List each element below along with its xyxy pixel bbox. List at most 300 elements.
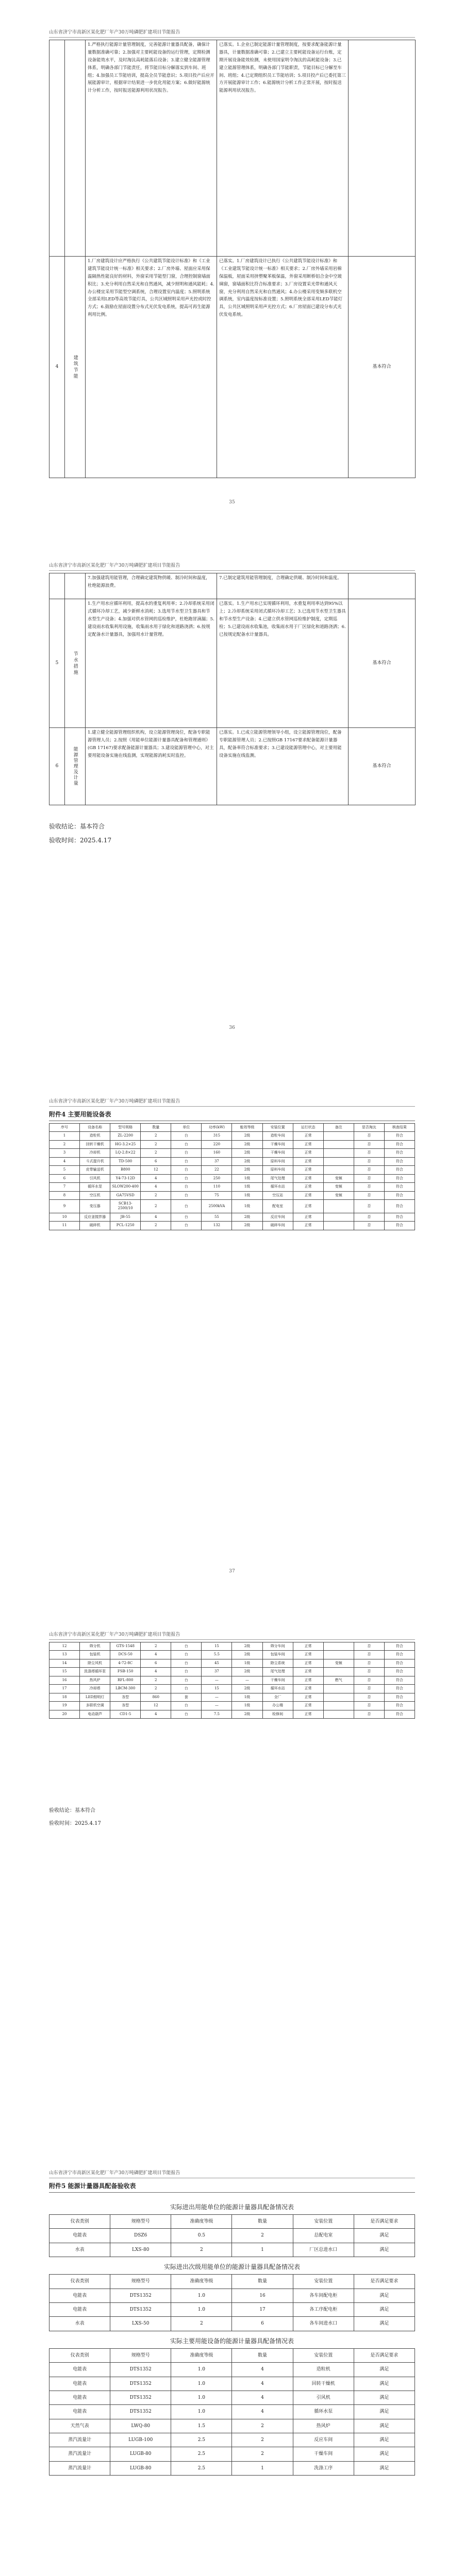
table-cell: 各车间进水口 xyxy=(293,2317,354,2331)
table-cell: 电能表 xyxy=(49,2229,110,2243)
table-row xyxy=(49,573,416,599)
table-cell: 除尘风机 xyxy=(80,1659,110,1667)
table-cell: 1级 xyxy=(232,1702,262,1710)
table-cell: 包装机 xyxy=(80,1651,110,1659)
table-row xyxy=(49,2461,415,2475)
table-cell: 各工序配电柜 xyxy=(293,2302,354,2316)
table-cell: 否 xyxy=(354,1149,384,1157)
row-result: 基本符合 xyxy=(349,599,416,728)
table-cell: 1.0 xyxy=(171,2363,232,2377)
table-cell: 各型 xyxy=(110,1693,141,1701)
table-cell: 2 xyxy=(141,1140,171,1148)
table-row xyxy=(49,1693,415,1701)
table-cell: 1级 xyxy=(232,1659,262,1667)
table-cell xyxy=(323,1149,354,1157)
table-cell: 12 xyxy=(49,1642,80,1651)
column-header: 是否满足要求 xyxy=(354,2348,415,2362)
table-cell: 正常 xyxy=(293,1149,323,1157)
table-cell: 满足 xyxy=(354,2391,415,2404)
table-cell: 2 xyxy=(232,2433,293,2447)
table-cell: 符合 xyxy=(384,1199,415,1213)
table-cell: 否 xyxy=(354,1183,384,1191)
table-cell: 2级 xyxy=(232,1213,262,1221)
table-cell: 否 xyxy=(354,1668,384,1676)
table-row xyxy=(49,2317,415,2331)
table-cell: 造粒车间 xyxy=(262,1132,293,1140)
table-cell: 2 xyxy=(171,2243,232,2257)
table-cell: — xyxy=(232,1676,262,1684)
table-row xyxy=(49,1659,415,1667)
table-cell: 满足 xyxy=(354,2405,415,2419)
table-row xyxy=(49,2377,415,2391)
table-cell: 符合 xyxy=(384,1213,415,1221)
table-cell: 否 xyxy=(354,1693,384,1701)
table-cell: 总配电室 xyxy=(293,2229,354,2243)
table-cell: — xyxy=(202,1702,232,1710)
table-cell: 台 xyxy=(171,1668,202,1676)
acceptance-result: 验收结论：基本符合 xyxy=(49,1808,95,1814)
table-cell: 水表 xyxy=(49,2317,110,2331)
table-cell: 2 xyxy=(232,2447,293,2461)
table-cell: 否 xyxy=(354,1157,384,1165)
table-cell: 反应车间 xyxy=(293,2433,354,2447)
table-cell: 满足 xyxy=(354,2363,415,2377)
column-header: 准确度等级 xyxy=(171,2348,232,2362)
row-area: 节水措施 xyxy=(65,599,86,728)
table-cell: 6 xyxy=(49,1174,80,1182)
table-cell: 回转干燥机 xyxy=(80,1140,110,1148)
meter-table-units xyxy=(49,2214,415,2257)
table-cell: 75 xyxy=(202,1191,232,1199)
table-row xyxy=(49,1166,415,1174)
table-cell: 860 xyxy=(141,1693,171,1701)
table-cell xyxy=(323,1157,354,1165)
table-cell xyxy=(323,1651,354,1659)
table-cell: 160 xyxy=(202,1149,232,1157)
table-cell: 2级 xyxy=(232,1132,262,1140)
table-cell: 台 xyxy=(171,1191,202,1199)
table-cell: 22 xyxy=(202,1166,232,1174)
table-cell xyxy=(323,1668,354,1676)
table-cell: 2.5 xyxy=(171,2433,232,2447)
table-cell: 水表 xyxy=(49,2243,110,2257)
table-cell: 正常 xyxy=(293,1659,323,1667)
table-cell: 符合 xyxy=(384,1659,415,1667)
table-cell: 台 xyxy=(171,1642,202,1651)
table-cell: 检修间 xyxy=(262,1710,293,1718)
table-cell xyxy=(323,1702,354,1710)
table-cell: 5.5 xyxy=(202,1651,232,1659)
table-cell: 干燥车间 xyxy=(262,1140,293,1148)
page-number: 36 xyxy=(229,1025,235,1030)
column-header: 数量 xyxy=(141,1124,171,1132)
table-cell: 台 xyxy=(171,1157,202,1165)
table-cell: 满足 xyxy=(354,2243,415,2257)
table-cell xyxy=(323,1222,354,1230)
table-cell: 2500kVA xyxy=(202,1199,232,1213)
table-cell: 12 xyxy=(141,1166,171,1174)
table-cell: 符合 xyxy=(384,1702,415,1710)
table-cell: 干燥车间 xyxy=(262,1676,293,1684)
column-header: 仪表类别 xyxy=(49,2215,110,2229)
page-header: 山东省济宁市高新区某化肥厂年产30万吨磷肥扩建项目节能报告 xyxy=(49,1631,415,1640)
table-cell: DTS1352 xyxy=(110,2289,171,2302)
table-cell: 蒸汽流量计 xyxy=(49,2447,110,2461)
table-cell: 否 xyxy=(354,1685,384,1693)
row-result xyxy=(349,40,416,257)
table-cell: 4 xyxy=(49,1157,80,1165)
table-row xyxy=(49,1702,415,1710)
table-cell: 否 xyxy=(354,1642,384,1651)
table-cell: 20 xyxy=(49,1710,80,1718)
table-cell: DTS1352 xyxy=(110,2377,171,2391)
table-cell: 循环水站 xyxy=(262,1685,293,1693)
table-cell: 台 xyxy=(171,1659,202,1667)
column-header: 安装位置 xyxy=(262,1124,293,1132)
table-cell: B800 xyxy=(110,1166,141,1174)
table-cell: 16 xyxy=(232,2289,293,2302)
table-cell: 4 xyxy=(141,1174,171,1182)
table-cell: 多联机空调 xyxy=(80,1702,110,1710)
table-row xyxy=(49,1685,415,1693)
table-cell: 斗式提升机 xyxy=(80,1157,110,1165)
table-cell xyxy=(323,1710,354,1718)
table-row xyxy=(49,1149,415,1157)
table-row xyxy=(49,1213,415,1221)
table-cell: 1 xyxy=(232,2461,293,2475)
table-cell: Y4-73-12D xyxy=(110,1174,141,1182)
table-cell: 正常 xyxy=(293,1710,323,1718)
table-cell: 台 xyxy=(171,1199,202,1213)
column-header: 仪表类别 xyxy=(49,2348,110,2362)
table-cell: 变频 xyxy=(323,1659,354,1667)
table-cell xyxy=(323,1693,354,1701)
equipment-table xyxy=(49,1123,415,1230)
table-cell: 2 xyxy=(141,1676,171,1684)
table-cell: 电能表 xyxy=(49,2391,110,2404)
table-cell: 台 xyxy=(171,1702,202,1710)
table-cell: 变频 xyxy=(323,1174,354,1182)
table-cell: 2级 xyxy=(232,1157,262,1165)
table-row xyxy=(49,2419,415,2433)
table-cell: 4 xyxy=(141,1668,171,1676)
table-cell: 否 xyxy=(354,1174,384,1182)
table-cell: 1.0 xyxy=(171,2289,232,2302)
table-row xyxy=(49,1222,415,1230)
table-cell: 造粒机 xyxy=(293,2363,354,2377)
column-header: 是否满足要求 xyxy=(354,2215,415,2229)
measures-table xyxy=(49,573,416,805)
table-cell: 电能表 xyxy=(49,2363,110,2377)
table-cell: 台 xyxy=(171,1710,202,1718)
table-cell: DTS1352 xyxy=(110,2302,171,2316)
table-cell: LED照明灯 xyxy=(80,1693,110,1701)
table-cell: 破碎机 xyxy=(80,1222,110,1230)
table-cell: 原料车间 xyxy=(262,1157,293,1165)
table-cell: 引风机 xyxy=(293,2391,354,2404)
meter-table-equipment xyxy=(49,2348,415,2476)
implementation-status: 已落实。1.生产用水已实现循环利用，水重复利用率达到95%以上；2.冷却系统采用闭式循环冷却工艺；3.已选用节水型卫生器具和节水型生产设备；4.已建立供水管网巡检维护制度，定期巡检；5.已建设雨水收集池，收集雨水用于厂区绿化和道路浇洒；6.已按规定配备水计量器具。 xyxy=(217,599,349,728)
table-cell: 满足 xyxy=(354,2419,415,2433)
implementation-status: 已落实。1.厂房建筑设计已执行《公共建筑节能设计标准》和《工业建筑节能设计统一标准》相关要求；2.厂房外墙采用岩棉保温板，屋面采用挤塑聚苯板保温，外窗采用断桥铝合金中空玻璃窗，窗墙面积比符合标准要求；3.厂房设置采光带和通风天窗，充分利用自然采光和自然通风；4.办公楼采用变频多联机空调系统，室内温度按标准设置；5.照明系统全部采用LED节能灯具，公共区域照明采用声光控方式；6.厂房屋面已建设分布式光伏发电系统。 xyxy=(217,257,349,478)
table-cell: 45 xyxy=(202,1659,232,1667)
table-cell: 蒸汽流量计 xyxy=(49,2433,110,2447)
table-cell: 1级 xyxy=(232,1199,262,1213)
table-cell: 6 xyxy=(232,2317,293,2331)
column-header: 设备名称 xyxy=(80,1124,110,1132)
table-cell: 燃气 xyxy=(323,1676,354,1684)
page-header: 山东省济宁市高新区某化肥厂年产30万吨磷肥扩建项目节能报告 xyxy=(49,1097,415,1107)
page-number: 37 xyxy=(229,1569,235,1574)
table-cell: 2 xyxy=(141,1222,171,1230)
row-result: 基本符合 xyxy=(349,728,416,805)
table-cell: 3 xyxy=(49,1149,80,1157)
column-header: 规格型号 xyxy=(110,2215,171,2229)
table-cell: 4 xyxy=(232,2377,293,2391)
table-cell: 6 xyxy=(141,1659,171,1667)
column-header: 规格型号 xyxy=(110,2275,171,2289)
table-cell: 4 xyxy=(232,2391,293,2404)
table-cell: 正常 xyxy=(293,1166,323,1174)
table-cell: 满足 xyxy=(354,2302,415,2316)
table-cell: 正常 xyxy=(293,1213,323,1221)
table-row xyxy=(49,1191,415,1199)
table-cell: 2级 xyxy=(232,1166,262,1174)
table-cell: 满足 xyxy=(354,2229,415,2243)
table-cell: 筛分机 xyxy=(80,1642,110,1651)
table-cell: 4-72-8C xyxy=(110,1659,141,1667)
table-row xyxy=(49,1642,415,1651)
table-cell: 2级 xyxy=(232,1685,262,1693)
table-row xyxy=(49,2243,415,2257)
table-cell: LUGB-100 xyxy=(110,2433,171,2447)
table-cell: 符合 xyxy=(384,1140,415,1148)
table-cell: 变频 xyxy=(323,1183,354,1191)
report-page-3 xyxy=(49,1097,415,1592)
table-cell xyxy=(323,1685,354,1693)
column-header: 型号规格 xyxy=(110,1124,141,1132)
table-cell: 2级 xyxy=(232,1710,262,1718)
table-cell: 正常 xyxy=(293,1651,323,1659)
table-cell: 各车间配电柜 xyxy=(293,2289,354,2302)
section-title: 实际主要用能设备的能源计量器具配备情况表 xyxy=(170,2337,294,2345)
table-row xyxy=(49,1140,415,1148)
row-no xyxy=(49,573,65,599)
table-cell: 符合 xyxy=(384,1685,415,1693)
table-cell: 1.5 xyxy=(171,2419,232,2433)
table-cell: 正常 xyxy=(293,1685,323,1693)
table-cell: 16 xyxy=(49,1676,80,1684)
table-cell: 220 xyxy=(202,1140,232,1148)
table-cell: 台 xyxy=(171,1183,202,1191)
table-cell: SLOW200-400 xyxy=(110,1183,141,1191)
equipment-table-continued xyxy=(49,1642,415,1719)
table-row xyxy=(49,2302,415,2316)
table-cell: DCS-50 xyxy=(110,1651,141,1659)
table-cell: 符合 xyxy=(384,1183,415,1191)
table-cell: 1级 xyxy=(232,1183,262,1191)
row-no xyxy=(49,40,65,257)
table-row xyxy=(49,1668,415,1676)
table-cell: 台 xyxy=(171,1213,202,1221)
table-cell: DSZ6 xyxy=(110,2229,171,2243)
table-cell: 否 xyxy=(354,1710,384,1718)
table-cell: 132 xyxy=(202,1222,232,1230)
table-cell: 满足 xyxy=(354,2447,415,2461)
table-cell: CD1-5 xyxy=(110,1710,141,1718)
table-cell: 2级 xyxy=(232,1140,262,1148)
table-cell: DTS1352 xyxy=(110,2391,171,2404)
table-cell: 皮带输送机 xyxy=(80,1166,110,1174)
table-cell: 1.0 xyxy=(171,2377,232,2391)
table-cell: 符合 xyxy=(384,1676,415,1684)
implementation-status: 已落实。1.已成立能源管理领导小组，设立能源管理岗位，配备专职能源管理人员；2.已按照GB 17167要求配备能源计量器具，配备率符合标准要求；3.已建设能源管理中心，对主要用能设备实施在线监测。 xyxy=(217,728,349,805)
table-cell: 1 xyxy=(49,1132,80,1140)
column-header: 仪表类别 xyxy=(49,2275,110,2289)
table-cell: DTS1352 xyxy=(110,2405,171,2419)
table-cell: 除尘系统 xyxy=(262,1659,293,1667)
table-cell: 1级 xyxy=(232,1693,262,1701)
table-cell: 否 xyxy=(354,1132,384,1140)
row-area: 能源管理及计量 xyxy=(65,728,86,805)
attachment-title: 附件5 能源计量器具配备验收表 xyxy=(49,2178,415,2193)
column-header: 是否满足要求 xyxy=(354,2275,415,2289)
table-cell: 正常 xyxy=(293,1183,323,1191)
column-header: 是否淘汰 xyxy=(354,1124,384,1132)
column-header: 数量 xyxy=(232,2348,293,2362)
table-header-row xyxy=(49,2215,415,2229)
table-cell: 4 xyxy=(141,1183,171,1191)
table-cell: FSB-150 xyxy=(110,1668,141,1676)
table-cell: 2 xyxy=(141,1642,171,1651)
table-cell: 5 xyxy=(49,1166,80,1174)
row-no: 4 xyxy=(49,257,65,478)
table-header-row xyxy=(49,2275,415,2289)
column-header: 备注 xyxy=(323,1124,354,1132)
table-cell: 洗涤塔循环泵 xyxy=(80,1668,110,1676)
table-row xyxy=(49,2447,415,2461)
table-row xyxy=(49,2433,415,2447)
report-page-2 xyxy=(49,562,415,1051)
table-cell: 250 xyxy=(202,1174,232,1182)
table-row xyxy=(49,2363,415,2377)
meter-table-subunits xyxy=(49,2274,415,2331)
acceptance-result: 验收结论：基本符合 xyxy=(49,823,105,830)
table-cell xyxy=(323,1199,354,1213)
column-header: 准确度等级 xyxy=(171,2215,232,2229)
table-cell: 包装车间 xyxy=(262,1651,293,1659)
column-header: 安装位置 xyxy=(293,2348,354,2362)
table-cell xyxy=(323,1132,354,1140)
report-page-5 xyxy=(49,2169,415,2576)
row-area xyxy=(65,40,86,257)
table-cell: 否 xyxy=(354,1222,384,1230)
table-cell: 15 xyxy=(202,1642,232,1651)
table-cell: 1.0 xyxy=(171,2391,232,2404)
table-cell: 2 xyxy=(232,2229,293,2243)
table-cell: LUGB-80 xyxy=(110,2447,171,2461)
table-cell: 回转干燥机 xyxy=(293,2377,354,2391)
table-cell: 符合 xyxy=(384,1149,415,1157)
measures-table xyxy=(49,40,416,478)
row-no: 6 xyxy=(49,728,65,805)
table-cell xyxy=(323,1213,354,1221)
table-cell: 正常 xyxy=(293,1693,323,1701)
table-cell: 9 xyxy=(49,1199,80,1213)
table-cell: 否 xyxy=(354,1651,384,1659)
table-cell: 2 xyxy=(232,2419,293,2433)
table-row xyxy=(49,2391,415,2404)
column-header: 单位 xyxy=(171,1124,202,1132)
table-cell: 2级 xyxy=(232,1642,262,1651)
table-cell: 套 xyxy=(171,1693,202,1701)
table-cell: 1 xyxy=(232,2243,293,2257)
table-cell: 315 xyxy=(202,1132,232,1140)
table-cell: 正常 xyxy=(293,1199,323,1213)
table-cell: GTS-1548 xyxy=(110,1642,141,1651)
column-header: 数量 xyxy=(232,2275,293,2289)
table-cell: 循环水泵 xyxy=(293,2405,354,2419)
table-row xyxy=(49,1157,415,1165)
table-cell: 15 xyxy=(49,1668,80,1676)
table-cell: 2 xyxy=(141,1149,171,1157)
column-header: 安装位置 xyxy=(293,2215,354,2229)
table-cell: 4 xyxy=(232,2405,293,2419)
table-cell: 正常 xyxy=(293,1140,323,1148)
acceptance-block xyxy=(49,1801,101,1832)
table-row xyxy=(49,1651,415,1659)
section-title: 实际进出用能单位的能源计量器具配备情况表 xyxy=(170,2204,294,2211)
table-cell: 循环水泵 xyxy=(80,1183,110,1191)
table-cell: 满足 xyxy=(354,2289,415,2302)
table-cell: 台 xyxy=(171,1651,202,1659)
table-cell: 台 xyxy=(171,1676,202,1684)
table-cell: 符合 xyxy=(384,1222,415,1230)
table-cell: 正常 xyxy=(293,1702,323,1710)
table-cell: LUGB-80 xyxy=(110,2461,171,2475)
column-header: 规格型号 xyxy=(110,2348,171,2362)
table-cell: 引风机 xyxy=(80,1174,110,1182)
report-page-1 xyxy=(49,28,415,523)
table-row xyxy=(49,2405,415,2419)
table-cell: 12 xyxy=(141,1702,171,1710)
table-cell: 电能表 xyxy=(49,2302,110,2316)
table-row xyxy=(49,1676,415,1684)
table-cell: LWQ-80 xyxy=(110,2419,171,2433)
table-cell: 0.5 xyxy=(171,2229,232,2243)
table-cell: 符合 xyxy=(384,1651,415,1659)
table-row xyxy=(49,1183,415,1191)
review-opinion: 1.严格执行能源计量管理制度，完善能源计量器具配备，确保计量数据准确可靠；2.加强对主要耗能设备的运行管理，定期检测设备能效水平，及时淘汰高耗能落后设备；3.建立健全能源管理体系，明确各部门节能责任，将节能目标分解落实到车间、班组；4.加强员工节能培训，提高全员节能意识；5.项目投产后应开展能源审计，根据审计结果进一步优化用能方案；6.做好能源统计分析工作，按时报送能源利用状况报告。 xyxy=(86,40,217,257)
table-cell: 符合 xyxy=(384,1710,415,1718)
table-cell: 37 xyxy=(202,1668,232,1676)
table-cell: 反应车间 xyxy=(262,1213,293,1221)
table-cell: 否 xyxy=(354,1191,384,1199)
table-cell: 正常 xyxy=(293,1157,323,1165)
table-cell: 符合 xyxy=(384,1191,415,1199)
table-cell: 2 xyxy=(141,1685,171,1693)
table-cell: 台 xyxy=(171,1149,202,1157)
table-cell: 否 xyxy=(354,1140,384,1148)
table-header-row xyxy=(49,2348,415,2362)
table-cell: 正常 xyxy=(293,1668,323,1676)
table-cell: HG-3.2×25 xyxy=(110,1140,141,1148)
row-no: 5 xyxy=(49,599,65,728)
table-cell: 符合 xyxy=(384,1166,415,1174)
table-cell xyxy=(323,1642,354,1651)
table-cell: — xyxy=(202,1676,232,1684)
table-cell: 蒸汽流量计 xyxy=(49,2461,110,2475)
